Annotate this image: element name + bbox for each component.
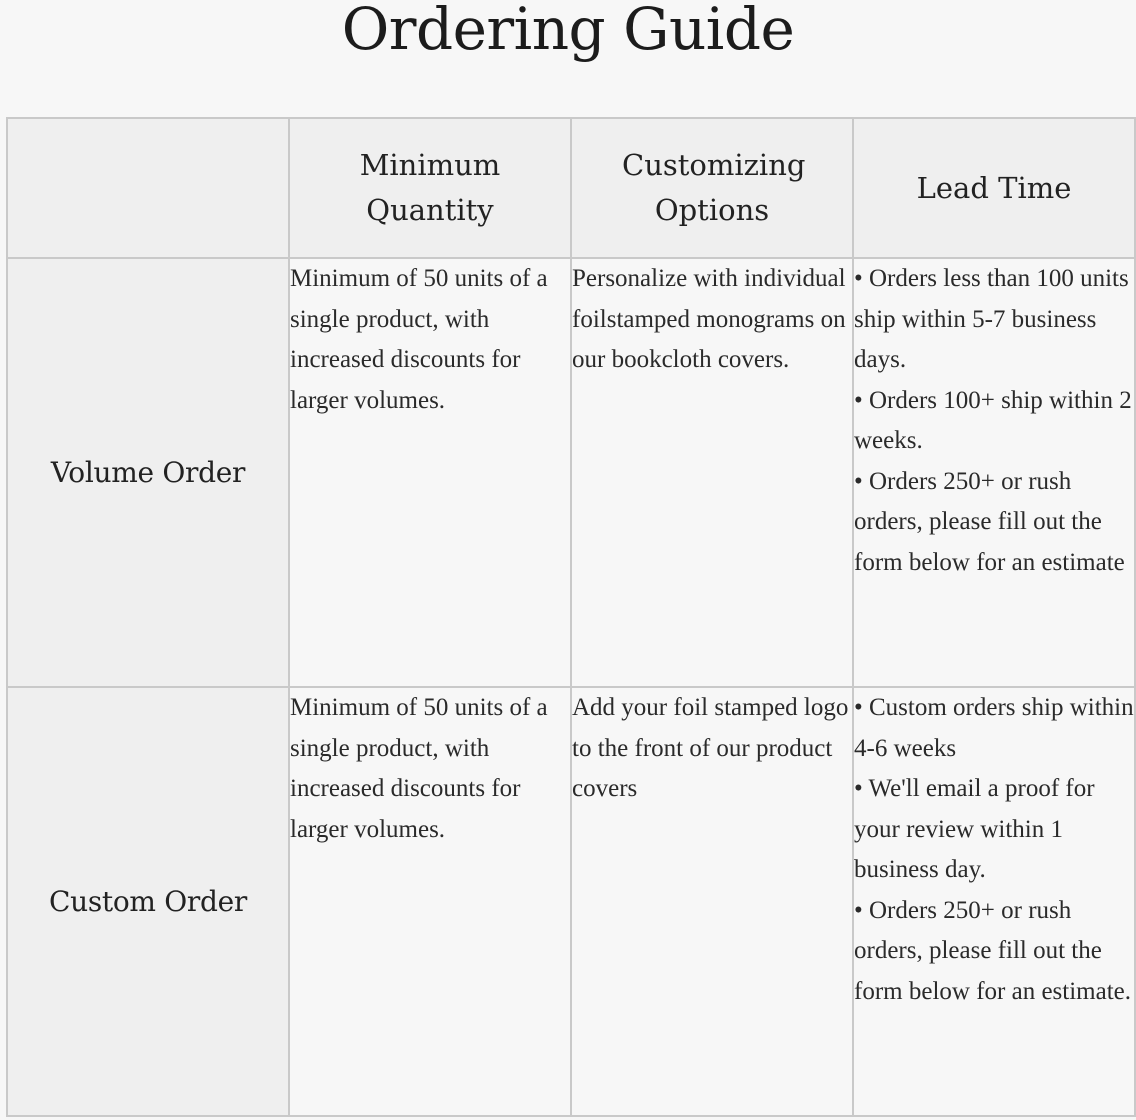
lead-time-item: • Orders less than 100 units ship within 5-7 business days. [854,265,1129,373]
table-row [7,687,1135,1116]
page-title: Ordering Guide [341,0,795,63]
lead-time-item: • Custom orders ship within 4-6 weeks [854,694,1134,762]
header-lead-time-label: Lead Time [916,170,1072,205]
row-label-volume-order: Volume Order [7,258,289,687]
lead-time-item: • Orders 250+ or rush orders, please fill out the form below for an estimate. [854,896,1131,1005]
volume-lead-time [853,258,1135,687]
custom-customizing-options: Add your foil stamped logo to the front of our product covers [571,687,853,1116]
table-row [7,258,1135,687]
header-customizing-options-label: Customizing Options [622,148,806,227]
header-customizing-options [571,118,853,258]
lead-time-item: • Orders 250+ or rush orders, please fill out the form below for an estimate [854,467,1125,576]
header-minimum-quantity-label: Minimum Quantity [359,148,501,227]
ordering-guide-table [6,117,1136,1117]
header-corner [7,118,289,258]
volume-customizing-options: Personalize with individual foilstamped monograms on our bookcloth covers. [571,258,853,687]
header-lead-time [853,118,1135,258]
custom-lead-time [853,687,1135,1116]
custom-minimum-quantity: Minimum of 50 units of a single product, with increased discounts for larger volumes. [289,687,571,1116]
row-label-custom-order: Custom Order [7,687,289,1116]
table-header-row [7,118,1135,258]
lead-time-item: • Orders 100+ ship within 2 weeks. [854,386,1132,454]
volume-minimum-quantity: Minimum of 50 units of a single product, with increased discounts for larger volumes. [289,258,571,687]
lead-time-item: • We'll email a proof for your review within 1 business day. [854,775,1095,883]
header-minimum-quantity [289,118,571,258]
